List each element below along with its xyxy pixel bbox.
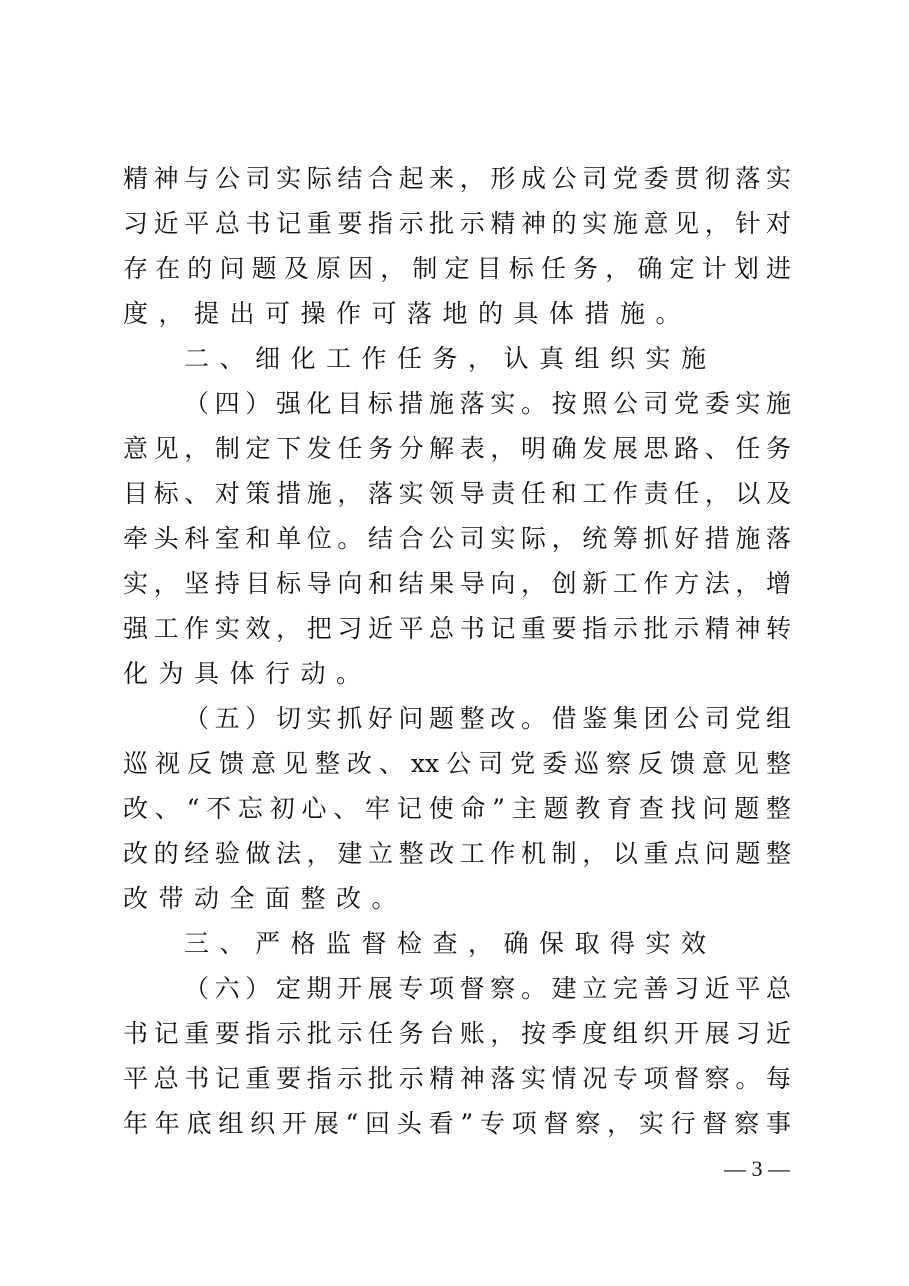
body-text-line: 牵头科室和单位。结合公司实际，统筹抓好措施落: [123, 524, 791, 553]
body-text-line: 平总书记重要指示批示精神落实情况专项督察。每: [123, 1064, 791, 1093]
subsection-heading-line: （四）强化目标措施落实。按照公司党委实施: [184, 389, 791, 418]
body-text-line: 习近平总书记重要指示批示精神的实施意见，针对: [123, 209, 791, 238]
body-text-line: 改的经验做法，建立整改工作机制，以重点问题整: [123, 839, 791, 868]
body-text-line: 强工作实效，把习近平总书记重要指示批示精神转: [123, 614, 791, 643]
body-text-line: 化为具体行动。: [123, 659, 372, 688]
body-text-line: 年年底组织开展“回头看”专项督察，实行督察事: [123, 1109, 791, 1138]
body-text-line: 改、“不忘初心、牢记使命”主题教育查找问题整: [123, 794, 791, 823]
section-heading: 三、严格监督检查，确保取得实效: [184, 929, 717, 958]
body-text-line: 书记重要指示批示任务台账，按季度组织开展习近: [123, 1019, 791, 1048]
body-text-line: 巡视反馈意见整改、xx公司党委巡察反馈意见整: [123, 749, 791, 778]
body-text-line: 目标、对策措施，落实领导责任和工作责任，以及: [123, 479, 791, 508]
body-text-line: 实，坚持目标导向和结果导向，创新工作方法，增: [123, 569, 791, 598]
body-text-line: 度，提出可操作可落地的具体措施。: [123, 299, 692, 328]
body-text-line: 改带动全面整改。: [123, 884, 408, 913]
subsection-heading-line: （五）切实抓好问题整改。借鉴集团公司党组: [184, 704, 791, 733]
page-number: — 3 —: [724, 1156, 790, 1181]
body-text-line: 意见，制定下发任务分解表，明确发展思路、任务: [123, 434, 791, 463]
body-text-line: 精神与公司实际结合起来，形成公司党委贯彻落实: [123, 164, 791, 193]
section-heading: 二、细化工作任务，认真组织实施: [184, 344, 717, 373]
body-text-line: 存在的问题及原因，制定目标任务，确定计划进: [123, 254, 791, 283]
subsection-heading-line: （六）定期开展专项督察。建立完善习近平总: [184, 974, 791, 1003]
